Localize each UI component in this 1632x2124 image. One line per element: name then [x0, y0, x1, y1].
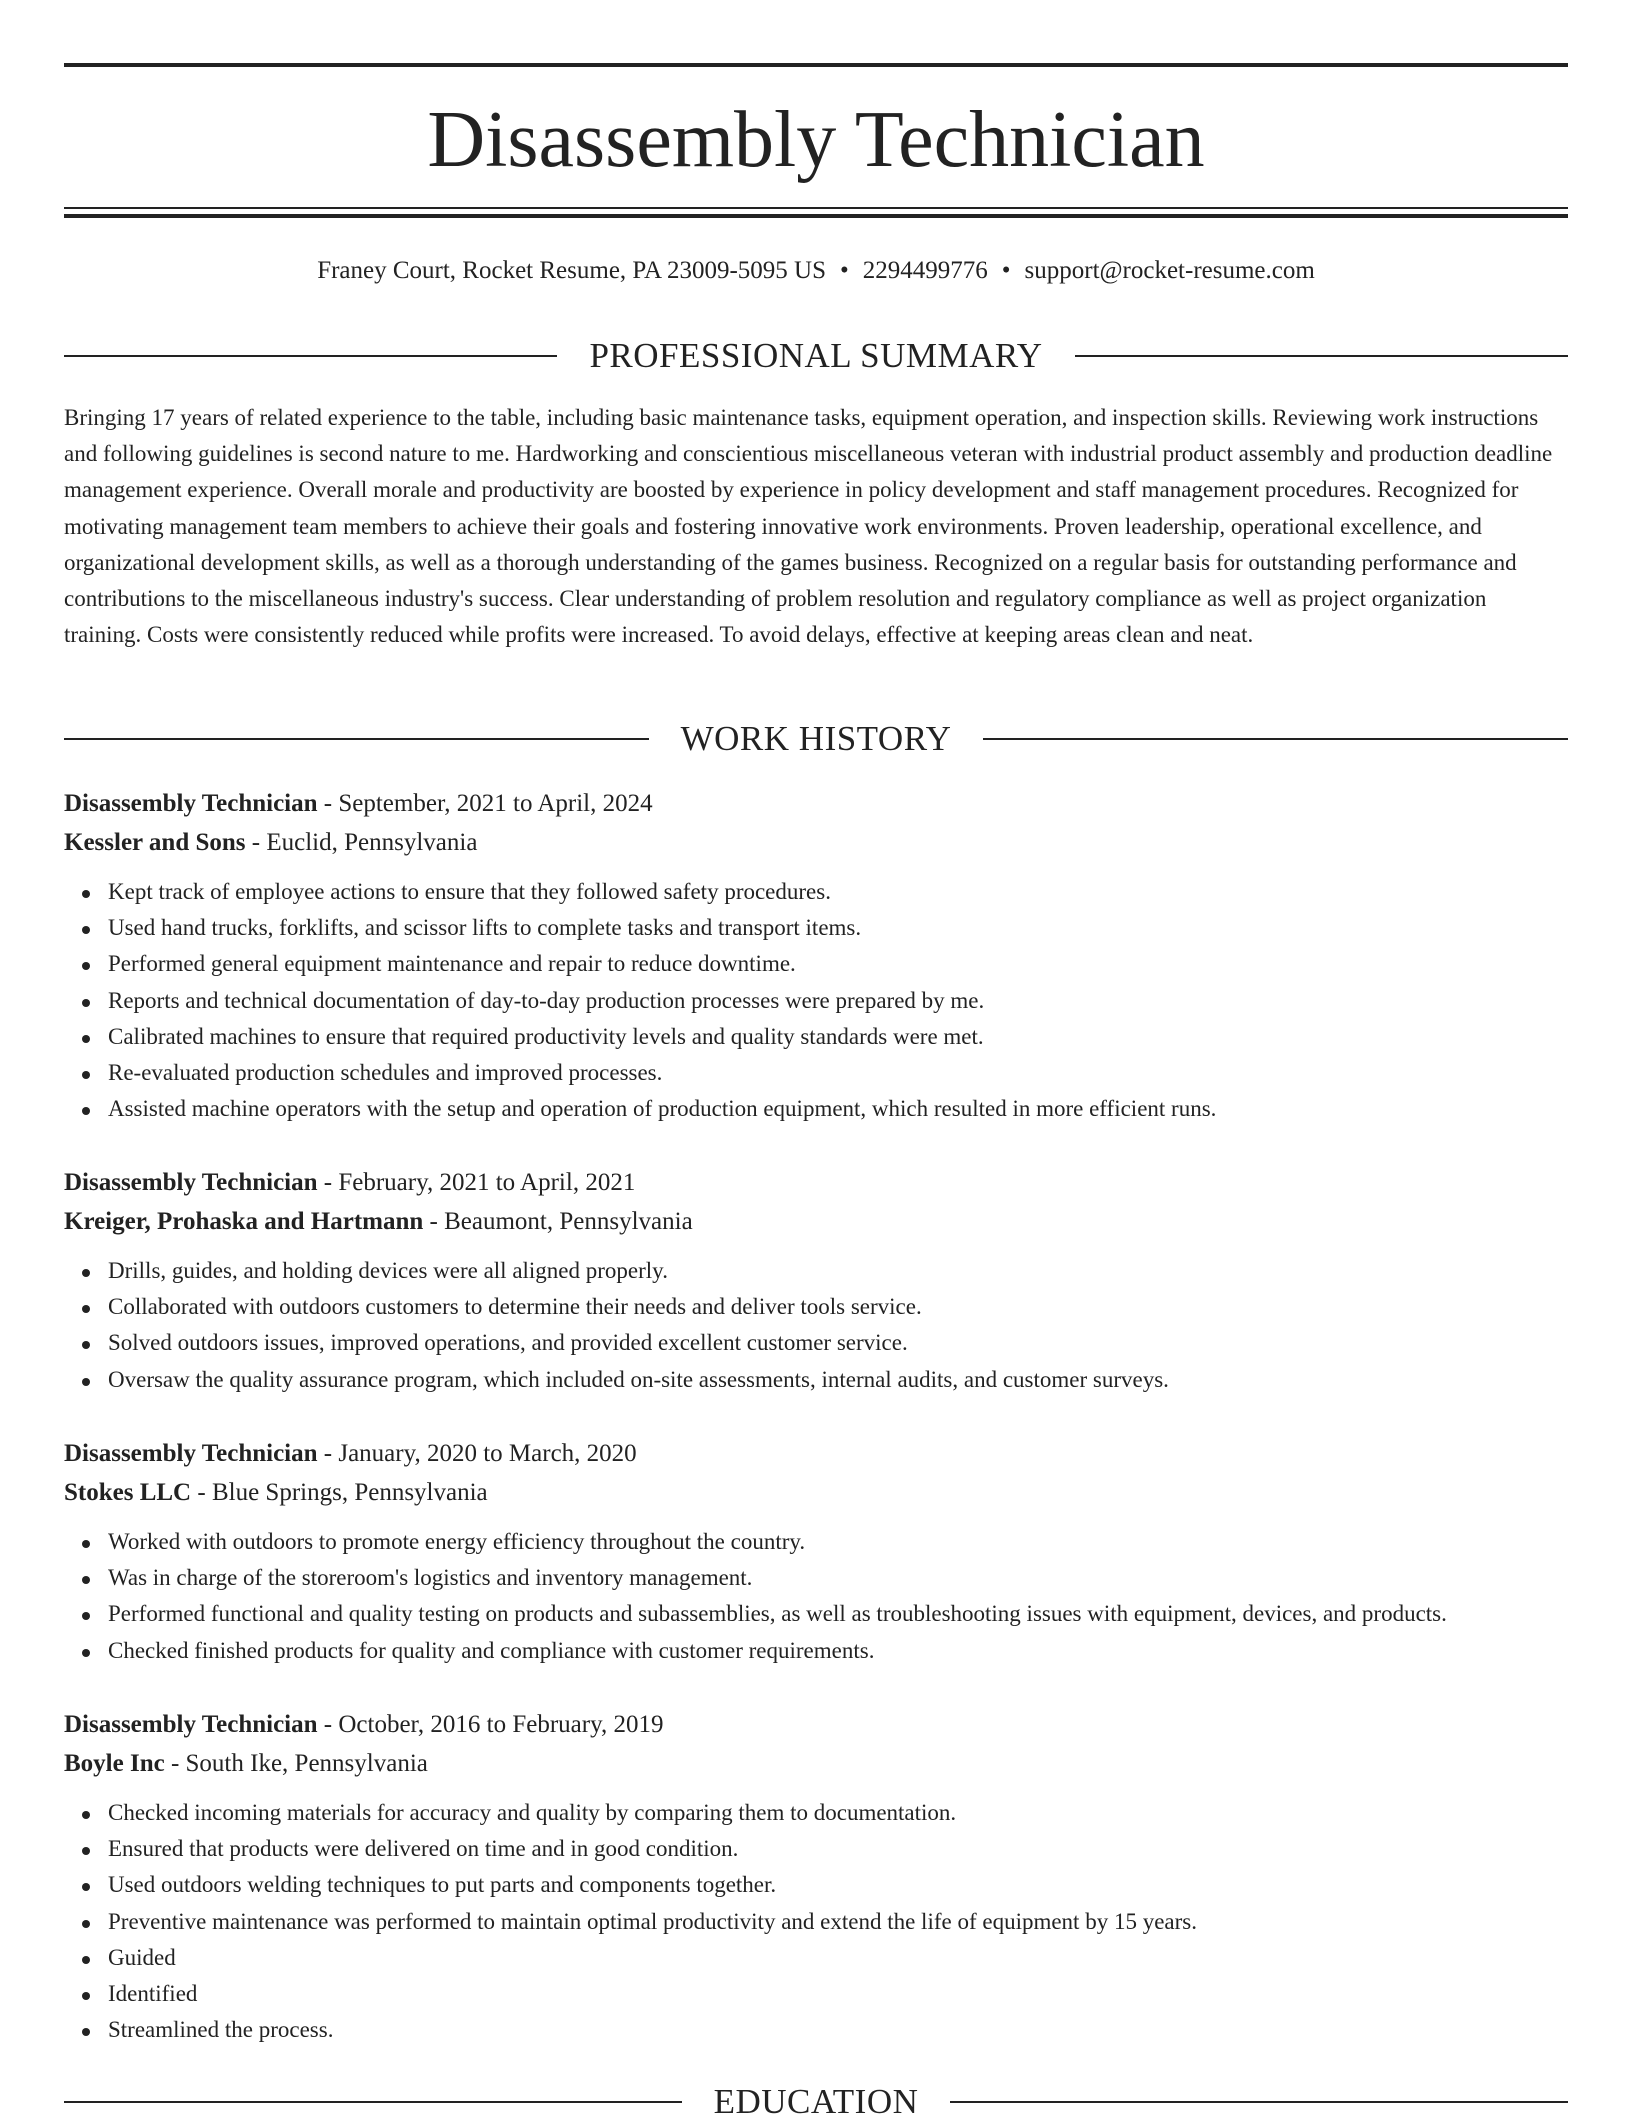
section-heading-work-history	[64, 717, 1568, 761]
job-bullet: Ensured that products were delivered on time and in good condition.	[108, 1831, 1568, 1867]
title-rule-lower	[64, 214, 1568, 218]
job-bullet: Checked incoming materials for accuracy and quality by comparing them to documentation.	[108, 1795, 1568, 1831]
job-entry	[64, 1705, 1568, 2048]
job-bullets	[64, 1795, 1568, 2048]
section-heading-education	[64, 2080, 1568, 2124]
contact-info	[64, 254, 1568, 288]
job-company: Kreiger, Prohaska and Hartmann	[64, 1208, 424, 1235]
job-dates: - September, 2021 to April, 2024	[317, 790, 653, 817]
job-location: - Euclid, Pennsylvania	[245, 829, 478, 856]
top-rule	[64, 63, 1568, 67]
job-bullet: Guided	[108, 1940, 1568, 1976]
job-company: Kessler and Sons	[64, 829, 246, 856]
job-location: - Blue Springs, Pennsylvania	[191, 1479, 488, 1506]
job-title: Disassembly Technician	[64, 790, 318, 817]
job-bullet: Oversaw the quality assurance program, which included on-site assessments, internal audits, and customer surveys.	[108, 1362, 1568, 1398]
job-bullet: Checked finished products for quality and compliance with customer requirements.	[108, 1633, 1568, 1669]
heading-rule-right	[950, 2101, 1568, 2103]
job-bullet: Drills, guides, and holding devices were all aligned properly.	[108, 1253, 1568, 1289]
title-rule-upper	[64, 207, 1568, 209]
contact-email: support@rocket-resume.com	[1024, 257, 1315, 284]
job-bullet: Used outdoors welding techniques to put parts and components together.	[108, 1867, 1568, 1903]
job-bullets	[64, 1253, 1568, 1398]
job-bullet: Preventive maintenance was performed to maintain optimal productivity and extend the life of equipment by 15 years.	[108, 1904, 1568, 1940]
resume-title: Disassembly Technician	[427, 96, 1205, 184]
contact-separator: •	[839, 257, 849, 284]
job-company-line	[64, 1202, 1568, 1241]
job-bullet: Was in charge of the storeroom's logistics and inventory management.	[108, 1560, 1568, 1596]
job-dates: - October, 2016 to February, 2019	[317, 1711, 664, 1738]
contact-address: Franey Court, Rocket Resume, PA 23009-5095 US	[317, 257, 826, 284]
job-title-line	[64, 1705, 1568, 1744]
job-bullet: Assisted machine operators with the setup and operation of production equipment, which resulted in more efficient runs.	[108, 1091, 1568, 1127]
job-entry	[64, 1434, 1568, 1669]
job-title-line	[64, 1434, 1568, 1473]
job-location: - South Ike, Pennsylvania	[164, 1750, 428, 1777]
section-heading-label: EDUCATION	[713, 2082, 919, 2121]
section-heading-label: PROFESSIONAL SUMMARY	[589, 336, 1043, 375]
heading-rule-right	[983, 738, 1568, 740]
job-bullet: Re-evaluated production schedules and improved processes.	[108, 1055, 1568, 1091]
job-title: Disassembly Technician	[64, 1169, 318, 1196]
heading-rule-left	[64, 355, 557, 357]
job-bullet: Solved outdoors issues, improved operations, and provided excellent customer service.	[108, 1325, 1568, 1361]
heading-rule-left	[64, 738, 649, 740]
section-heading-summary	[64, 334, 1568, 378]
job-bullets	[64, 1524, 1568, 1669]
job-bullets	[64, 874, 1568, 1127]
job-entry	[64, 784, 1568, 1127]
heading-rule-left	[64, 2101, 682, 2103]
job-dates: - February, 2021 to April, 2021	[317, 1169, 636, 1196]
job-company-line	[64, 1744, 1568, 1783]
job-company-line	[64, 823, 1568, 862]
heading-rule-right	[1075, 355, 1568, 357]
job-title: Disassembly Technician	[64, 1440, 318, 1467]
job-title-line	[64, 1163, 1568, 1202]
job-bullet: Identified	[108, 1976, 1568, 2012]
job-bullet: Worked with outdoors to promote energy efficiency throughout the country.	[108, 1524, 1568, 1560]
job-bullet: Used hand trucks, forklifts, and scissor lifts to complete tasks and transport items.	[108, 910, 1568, 946]
job-bullet: Streamlined the process.	[108, 2012, 1568, 2048]
job-company: Stokes LLC	[64, 1479, 192, 1506]
job-location: - Beaumont, Pennsylvania	[423, 1208, 693, 1235]
contact-separator: •	[1001, 257, 1011, 284]
job-bullet: Performed functional and quality testing on products and subassemblies, as well as troubleshooting issues with equipment, devices, and products.	[108, 1596, 1568, 1632]
contact-phone: 2294499776	[862, 257, 988, 284]
job-company: Boyle Inc	[64, 1750, 165, 1777]
job-bullet: Collaborated with outdoors customers to determine their needs and deliver tools service.	[108, 1289, 1568, 1325]
job-entry	[64, 1163, 1568, 1398]
job-bullet: Performed general equipment maintenance and repair to reduce downtime.	[108, 946, 1568, 982]
job-dates: - January, 2020 to March, 2020	[317, 1440, 637, 1467]
job-title: Disassembly Technician	[64, 1711, 318, 1738]
summary-text: Bringing 17 years of related experience to the table, including basic maintenance tasks, equipment operation, and inspection skills. Reviewing work instructions and following guidelines is second nature to me. Hardworking and conscientious miscellaneous veteran with industrial product assembly and production deadline management experience. Overall morale and productivity are boosted by experience in policy development and staff management procedures. Recognized for motivating management team members to achieve their goals and fostering innovative work environments. Proven leadership, operational excellence, and organizational development skills, as well as a thorough understanding of the games business. Recognized on a regular basis for outstanding performance and contributions to the miscellaneous industry's success. Clear understanding of problem resolution and regulatory compliance as well as project organization training. Costs were consistently reduced while profits were increased. To avoid delays, effective at keeping areas clean and neat.	[64, 405, 1553, 648]
job-bullet: Kept track of employee actions to ensure that they followed safety procedures.	[108, 874, 1568, 910]
section-heading-label: WORK HISTORY	[680, 719, 952, 758]
job-bullet: Reports and technical documentation of day-to-day production processes were prepared by me.	[108, 983, 1568, 1019]
job-bullet: Calibrated machines to ensure that required productivity levels and quality standards were met.	[108, 1019, 1568, 1055]
job-title-line	[64, 784, 1568, 823]
job-company-line	[64, 1473, 1568, 1512]
